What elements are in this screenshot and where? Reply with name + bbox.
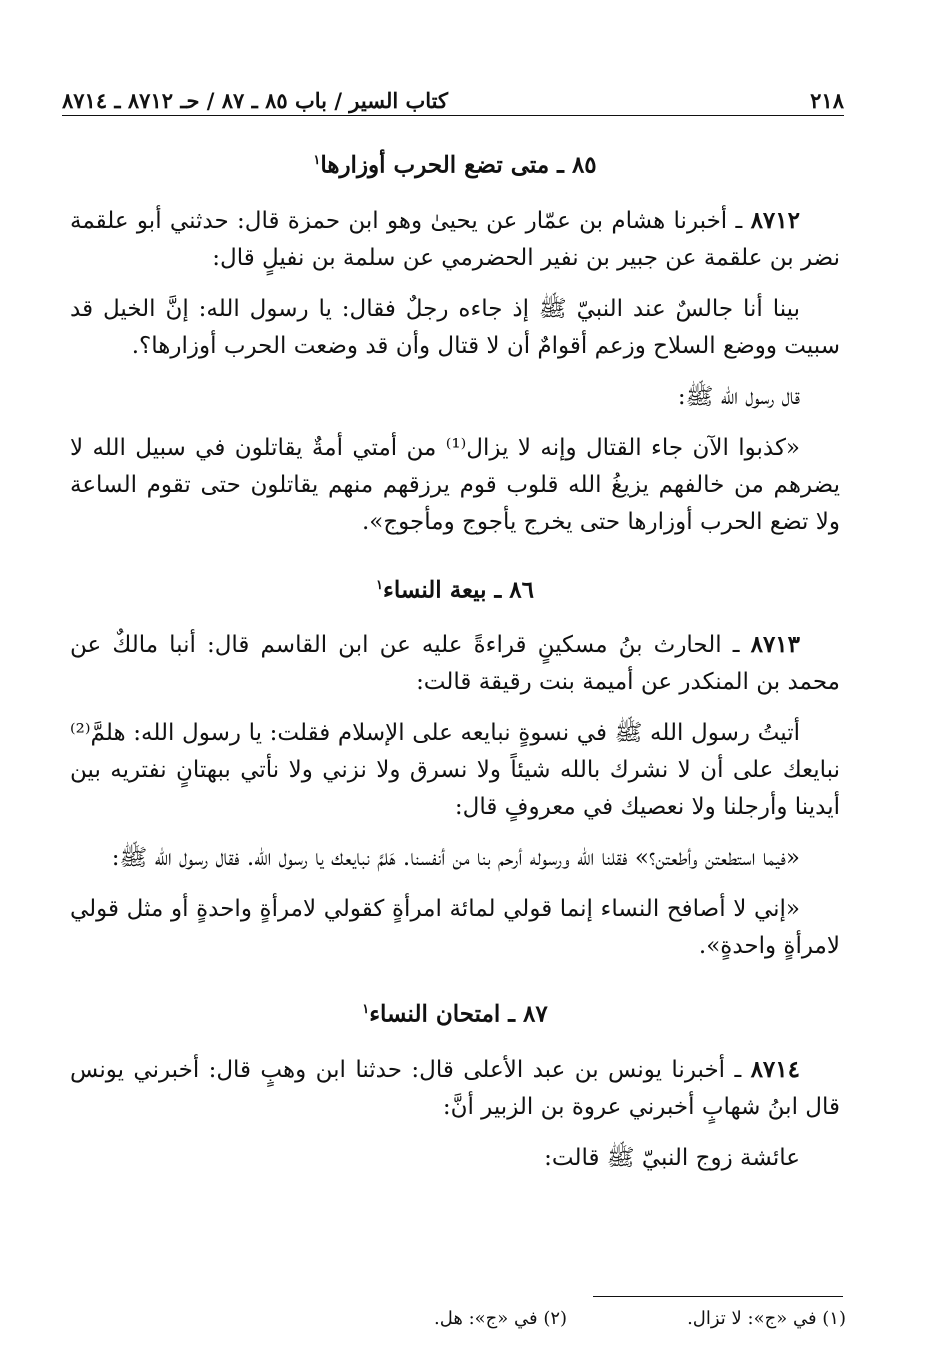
hadith-isnad: ٨٧١٣ ـ الحارث بنُ مسكينٍ قراءةً عليه عن ابن القاسم قال: أنبا مالكٌ عن محمد بن المنكدر عن أميمة بنت رقيقة قالت: bbox=[70, 631, 840, 696]
hadith-isnad: ٨٧١٤ ـ أخبرنا يونس بن عبد الأعلى قال: حدثنا ابن وهبٍ قال: أخبرني يونس قال ابنُ شهابٍ أخبرني عروة بن الزبير أنَّ: bbox=[70, 1055, 840, 1120]
footnotes bbox=[300, 1308, 846, 1329]
footnote: (١) في «ج»: لا تزال. bbox=[687, 1308, 846, 1329]
hadith-number: ٨٧١٤ bbox=[750, 1055, 800, 1083]
chapter-heading: ٨٦ ـ بيعة النساء$^١$ bbox=[376, 576, 534, 604]
hadith-text: بينا أنا جالسٌ عند النبيّ ﷺ إذ جاءه رجلٌ فقال: يا رسول الله: إنَّ الخيل قد سبيت ووضع السلاح وزعم أقوامٌ أن لا قتال وأن قد وضعت الحرب أوزارها؟. bbox=[70, 295, 840, 359]
hadith-text: «كذبوا الآن جاء القتال وإنه لا يزال⁽¹⁾ من أمتي أمةٌ يقاتلون في سبيل الله لا يضرهم من خالفهم يزيغُ الله قلوب قوم يرزقهم منهم يقاتلون حتى تقوم الساعة ولا تضع الحرب أوزارها حتى يخرج يأجوج ومأجوج». bbox=[70, 434, 840, 535]
hadith-isnad: ٨٧١٢ ـ أخبرنا هشام بن عمّار عن يحيىٰ وهو ابن حمزة قال: حدثني أبو علقمة نضر بن علقمة عن جبير بن نفير الحضرمي عن سلمة بن نفيلٍ قال: bbox=[70, 206, 840, 271]
hadith-number: ٨٧١٣ bbox=[750, 631, 801, 659]
page-number: ٢١٨ bbox=[810, 88, 844, 113]
chapter-heading: ٨٧ ـ امتحان النساء$^١$ bbox=[362, 1000, 548, 1028]
hadith-text: «إني لا أصافح النساء إنما قولي لمائة امرأةٍ كقولي لامرأةٍ واحدةٍ أو مثل قولي لامرأةٍ واحدةٍ». bbox=[70, 896, 840, 960]
page-body bbox=[70, 142, 840, 1191]
hadith-text: عائشة زوج النبيّ ﷺ قالت: bbox=[544, 1144, 800, 1171]
chapter-heading: ٨٥ ـ متى تضع الحرب أوزارها$^١$ bbox=[313, 151, 597, 179]
hadith-text: قال رسول الله ﷺ: bbox=[677, 383, 800, 410]
running-header bbox=[62, 88, 844, 116]
hadith-text: «فيما استطعتن وأطعتن؟» فقلنا الله ورسوله أرحم بنا من أنفسنا. هَلمَّ نبايعك يا رسول الله. فقال رسول الله ﷺ: bbox=[111, 845, 800, 872]
running-title: كتاب السير / باب ٨٥ ـ ٨٧ / حـ ٨٧١٢ ـ ٨٧١٤ bbox=[62, 88, 449, 113]
hadith-number: ٨٧١٢ bbox=[750, 206, 800, 234]
hadith-text: أتيتُ رسول الله ﷺ في نسوةٍ نبايعه على الإسلام فقلت: يا رسول الله: هلمَّ⁽²⁾ نبايعك على أن لا نشرك بالله شيئاً ولا نسرق ولا نزني ولا نأتي ببهتانٍ نفتريه بين أيدينا وأرجلنا ولا نعصيك في معروفٍ قال: bbox=[70, 720, 840, 821]
footnote: (٢) في «ج»: هل. bbox=[434, 1308, 568, 1329]
footnote-divider bbox=[593, 1296, 843, 1297]
